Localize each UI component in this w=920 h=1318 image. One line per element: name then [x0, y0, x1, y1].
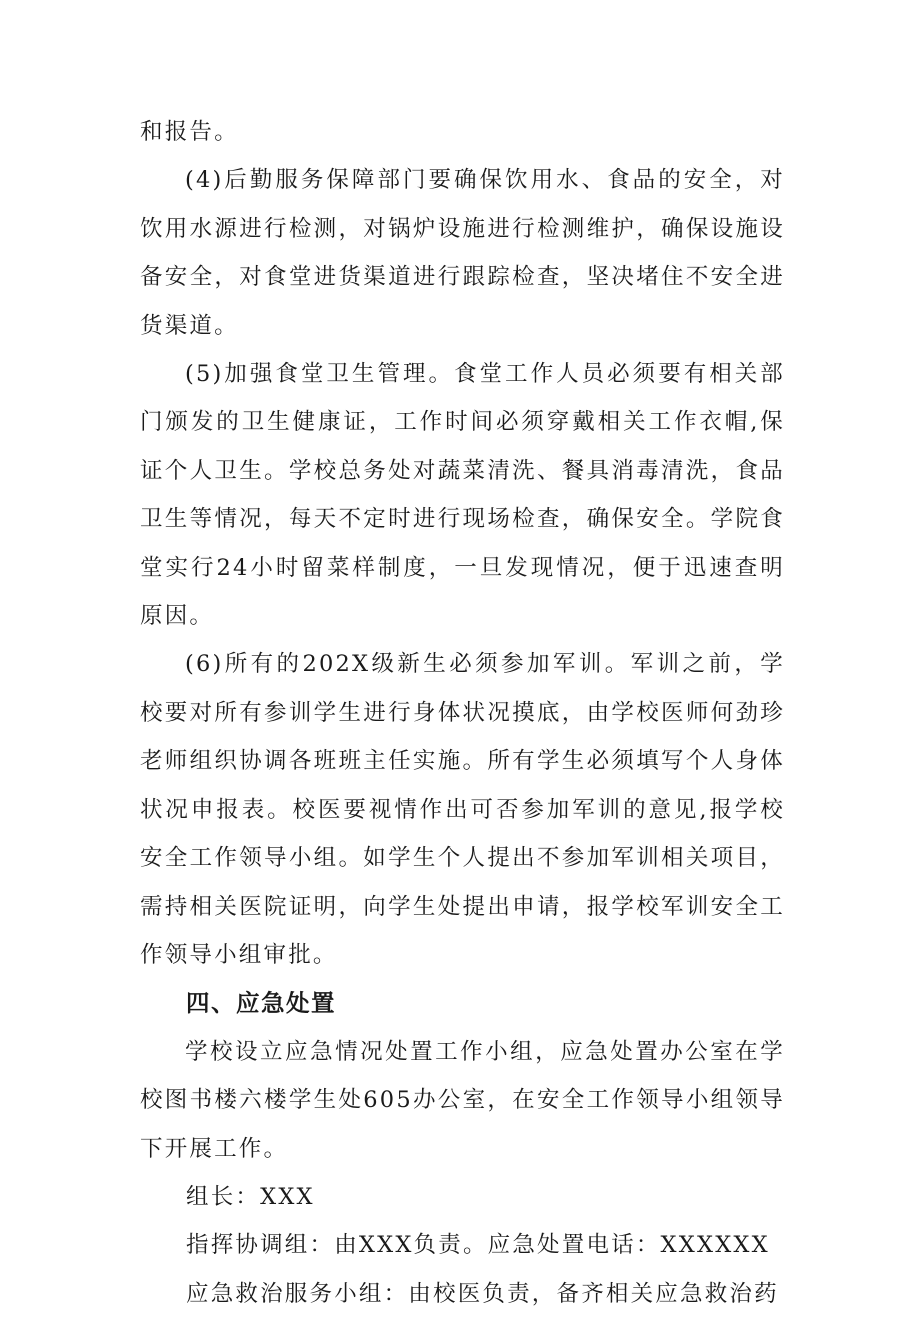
medical-group-line: 应急救治服务小组：由校医负责，备齐相关应急救治药: [186, 1280, 779, 1307]
section-heading: 四、应急处置: [186, 989, 336, 1018]
paragraph-emergency: 学校设立应急情况处置工作小组，应急处置办公室在学校图书楼六楼学生处605办公室，在安全工作领导小组领导下开展工作。: [140, 1038, 785, 1162]
paragraph-item-5: (5)加强食堂卫生管理。食堂工作人员必须要有相关部门颁发的卫生健康证，工作时间必须穿戴相关工作衣帽,保证个人卫生。学校总务处对蔬菜清洗、餐具消毒清洗，食品卫生等情况，每天不定时进行现场检查，确保安全。学院食堂实行24小时留菜样制度，一旦发现情况，便于迅速查明原因。: [140, 361, 785, 630]
leader-line: 组长：XXX: [186, 1183, 315, 1210]
paragraph-item-4: (4)后勤服务保障部门要确保饮用水、食品的安全，对饮用水源进行检测，对锅炉设施进行检测维护，确保设施设备安全，对食堂进货渠道进行跟踪检查，坚决堵住不安全进货渠道。: [140, 167, 785, 339]
paragraph-item-6: (6)所有的202X级新生必须参加军训。军训之前，学校要对所有参训学生进行身体状况摸底，由学校医师何劲珍老师组织协调各班班主任实施。所有学生必须填写个人身体状况申报表。校医要视情作出可否参加军训的意见,报学校安全工作领导小组。如学生个人提出不参加军训相关项目，需持相关医院证明，向学生处提出申请，报学校军训安全工作领导小组审批。: [140, 651, 785, 968]
document-body: [140, 108, 785, 1318]
command-group-line: 指挥协调组：由XXX负责。应急处置电话：XXXXXX: [186, 1232, 770, 1259]
paragraph-continuation: 和报告。: [140, 119, 239, 145]
